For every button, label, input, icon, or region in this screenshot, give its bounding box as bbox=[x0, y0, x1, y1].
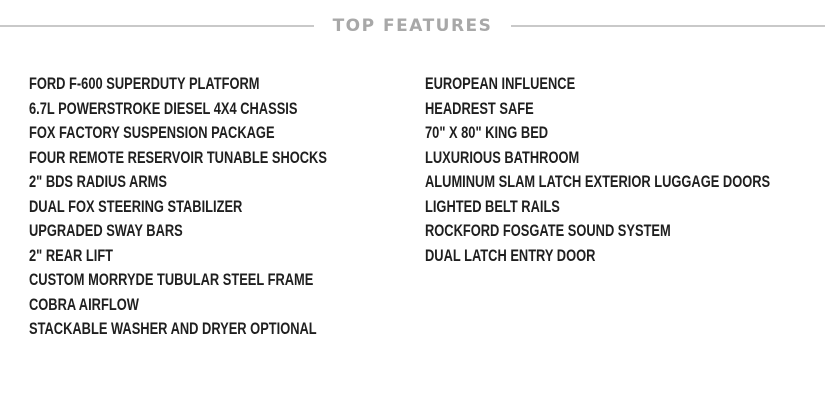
header-divider-right bbox=[511, 25, 825, 27]
feature-item: ROCKFORD FOSGATE SOUND SYSTEM bbox=[425, 222, 671, 240]
section-title: TOP FEATURES bbox=[332, 16, 493, 36]
feature-item: LIGHTED BELT RAILS bbox=[425, 197, 560, 216]
features-list-left bbox=[29, 72, 409, 342]
feature-item: DUAL FOX STEERING STABILIZER bbox=[29, 197, 243, 216]
feature-item: COBRA AIRFLOW bbox=[29, 295, 139, 314]
feature-item: FOX FACTORY SUSPENSION PACKAGE bbox=[29, 124, 275, 142]
feature-item: UPGRADED SWAY BARS bbox=[29, 222, 183, 240]
feature-item: EUROPEAN INFLUENCE bbox=[425, 75, 576, 93]
section-header bbox=[0, 14, 825, 38]
feature-item: LUXURIOUS BATHROOM bbox=[425, 148, 580, 167]
feature-item: HEADREST SAFE bbox=[425, 99, 534, 118]
feature-item: STACKABLE WASHER AND DRYER OPTIONAL bbox=[29, 320, 317, 338]
feature-item: DUAL LATCH ENTRY DOOR bbox=[425, 246, 596, 265]
feature-item: 2" BDS RADIUS ARMS bbox=[29, 173, 167, 191]
features-list-right bbox=[425, 72, 815, 268]
feature-item: CUSTOM MORRYDE TUBULAR STEEL FRAME bbox=[29, 271, 314, 289]
feature-item: 6.7L POWERSTROKE DIESEL 4X4 CHASSIS bbox=[29, 99, 298, 118]
feature-item: 70" X 80" KING BED bbox=[425, 124, 549, 142]
header-divider-left bbox=[0, 25, 314, 27]
feature-item: FORD F-600 SUPERDUTY PLATFORM bbox=[29, 75, 260, 93]
feature-item: ALUMINUM SLAM LATCH EXTERIOR LUGGAGE DOORS bbox=[425, 173, 771, 191]
feature-item: FOUR REMOTE RESERVOIR TUNABLE SHOCKS bbox=[29, 148, 327, 167]
feature-item: 2" REAR LIFT bbox=[29, 246, 114, 265]
